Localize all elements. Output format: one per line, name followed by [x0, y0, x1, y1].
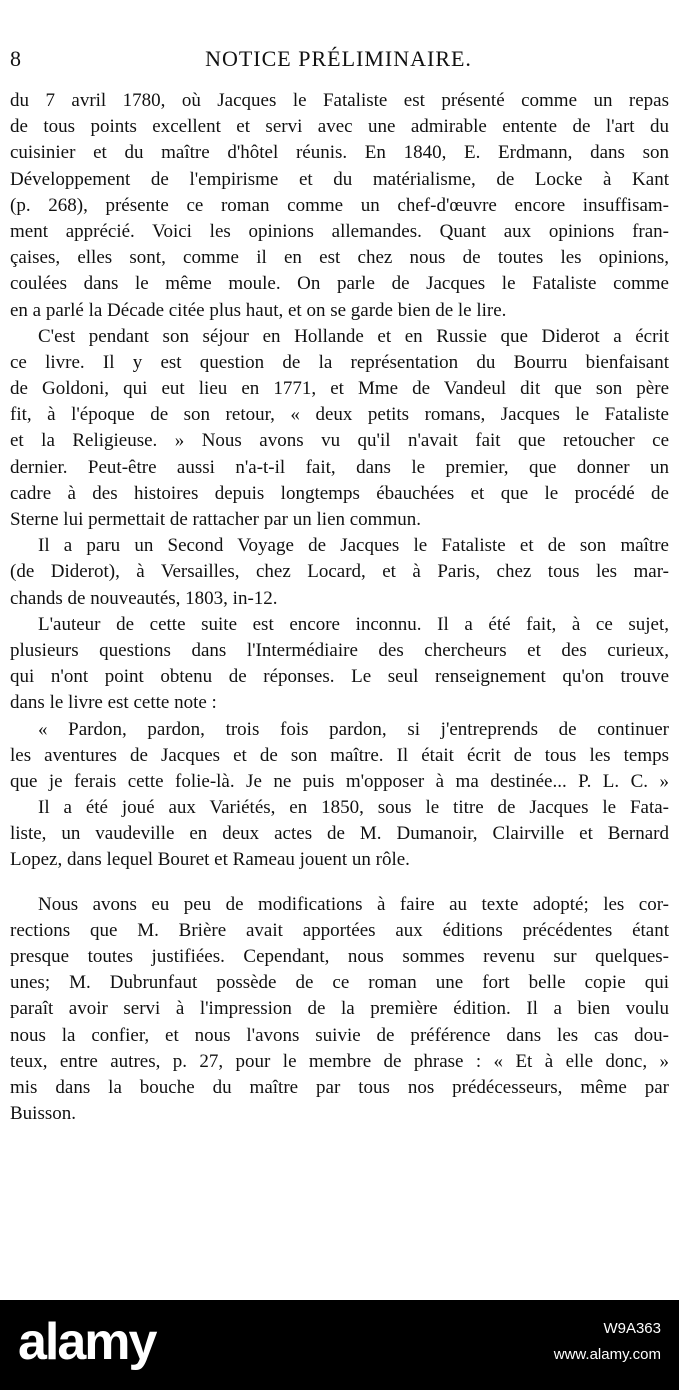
- text-line: L'auteur de cette suite est encore inconnu. Il a été fait, à ce sujet,: [38, 613, 669, 635]
- text-line: dernier. Peut-être aussi n'a-t-il fait, dans le premier, que donner un: [10, 456, 669, 478]
- text-line: chands de nouveautés, 1803, in-12.: [10, 587, 278, 609]
- text-line: Développement de l'empirisme et du matérialisme, de Locke à Kant: [10, 168, 669, 190]
- page-number: 8: [10, 46, 22, 71]
- text-line: liste, un vaudeville en deux actes de M. Dumanoir, Clairville et Bernard: [10, 823, 669, 845]
- text-line: que je ferais cette folie-là. Je ne puis m'opposer à ma destinée... P. L. C. »: [10, 770, 669, 792]
- text-line: mis dans la bouche du maître par tous nos prédécesseurs, même par: [10, 1076, 669, 1098]
- text-line: coulées dans le même moule. On parle de Jacques le Fataliste comme: [10, 273, 669, 295]
- text-line: du 7 avril 1780, où Jacques le Fataliste est présenté comme un repas: [10, 90, 669, 111]
- watermark-url: www.alamy.com: [553, 1346, 661, 1363]
- text-line: Lopez, dans lequel Bouret et Rameau jouent un rôle.: [10, 849, 410, 871]
- text-line: ment apprécié. Voici les opinions allemandes. Quant aux opinions fran-: [10, 220, 669, 242]
- text-line: (de Diderot), à Versailles, chez Locard, et à Paris, chez tous les mar-: [10, 561, 669, 583]
- text-line: de Goldoni, qui eut lieu en 1771, et Mme de Vandeul dit que son père: [10, 378, 669, 400]
- text-line: rections que M. Brière avait apportées aux éditions précédentes étant: [10, 919, 669, 941]
- text-line: fit, à l'époque de son retour, « deux petits romans, Jacques le Fataliste: [10, 404, 669, 426]
- text-line: paraît avoir servi à l'impression de la première édition. Il a bien voulu: [10, 998, 669, 1020]
- text-line: qui n'ont point obtenu de réponses. Le seul renseignement qu'on trouve: [10, 666, 669, 688]
- paragraph-gap: [10, 874, 669, 892]
- text-line: et la Religieuse. » Nous avons vu qu'il n'avait fait que retoucher ce: [10, 430, 669, 452]
- text-line: les aventures de Jacques et de son maître. Il était écrit de tous les temps: [10, 744, 669, 766]
- page-header: [10, 46, 667, 76]
- watermark-logo: alamy: [18, 1313, 156, 1371]
- text-line: cuisinier et du maître d'hôtel réunis. En 1840, E. Erdmann, dans son: [10, 142, 669, 164]
- watermark-image-id: W9A363: [603, 1320, 661, 1337]
- running-head: NOTICE PRÉLIMINAIRE.: [205, 46, 472, 71]
- text-line: en a parlé la Décade citée plus haut, et on se garde bien de le lire.: [10, 299, 507, 321]
- text-line: (p. 268), présente ce roman comme un chef-d'œuvre encore insuffisam-: [10, 194, 669, 216]
- text-line: dans le livre est cette note :: [10, 692, 217, 714]
- text-line: Il a paru un Second Voyage de Jacques le Fataliste et de son maître: [38, 535, 669, 557]
- text-line: çaises, elles sont, comme il en est chez nous de toutes les opinions,: [10, 247, 669, 269]
- text-line: nous la confier, et nous l'avons suivie de préférence dans les cas dou-: [10, 1024, 669, 1046]
- text-line: plusieurs questions dans l'Intermédiaire des chercheurs et des curieux,: [10, 639, 669, 661]
- text-line: unes; M. Dubrunfaut possède de ce roman une fort belle copie qui: [10, 972, 669, 994]
- text-line: « Pardon, pardon, trois fois pardon, si j'entreprends de continuer: [38, 718, 669, 740]
- watermark-banner: [0, 1300, 679, 1390]
- text-line: C'est pendant son séjour en Hollande et en Russie que Diderot a écrit: [38, 325, 669, 347]
- text-line: presque toutes justifiées. Cependant, nous sommes revenu sur quelques-: [10, 946, 669, 967]
- text-line: teux, entre autres, p. 27, pour le membre de phrase : « Et à elle donc, »: [10, 1050, 669, 1072]
- text-line: Nous avons eu peu de modifications à faire au texte adopté; les cor-: [38, 893, 669, 915]
- text-line: Sterne lui permettait de rattacher par un lien commun.: [10, 509, 421, 530]
- body-text: [10, 88, 669, 1127]
- text-line: Il a été joué aux Variétés, en 1850, sous le titre de Jacques le Fata-: [38, 797, 669, 819]
- text-line: Buisson.: [10, 1103, 76, 1125]
- text-line: ce livre. Il y est question de la représentation du Bourru bienfaisant: [10, 351, 669, 373]
- text-line: cadre à des histoires depuis longtemps ébauchées et que le procédé de: [10, 482, 669, 504]
- text-line: de tous points excellent et servi avec une admirable entente de l'art du: [10, 116, 669, 138]
